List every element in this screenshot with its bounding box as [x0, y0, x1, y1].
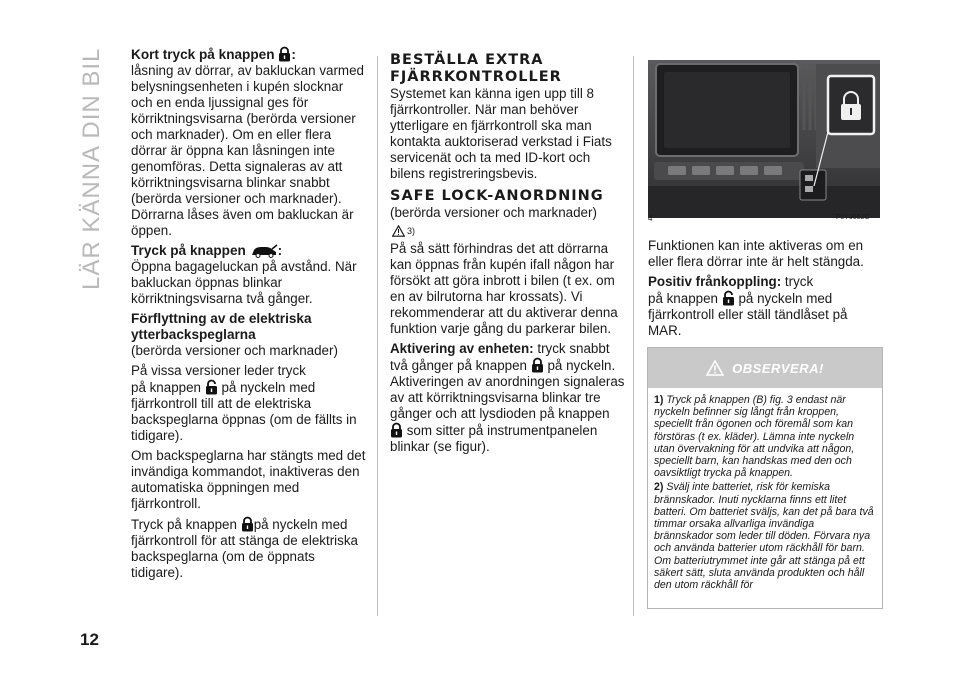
section-heading-extra-remotes: BESTÄLLA EXTRA FJÄRRKONTROLLER [390, 52, 562, 85]
mirror-heading: Förflyttning av de elektriska ytterbackspeglarna [131, 311, 312, 342]
note-header [648, 348, 882, 388]
warning-icon [706, 360, 724, 376]
mirror-text-5: Tryck på knappen på nyckeln med fjärrkontroll för att stänga de elektriska backspeglarna (om de öppnats tidigare). [131, 517, 359, 580]
lock-icon [278, 46, 291, 62]
dashboard-illustration [648, 60, 880, 218]
extra-remotes-text: Systemet kan känna igen upp till 8 fjärrkontroller. När man behöver ytterligare en fjärrkontroll ska man kontakta auktoriserad verkstad i Fiats servicenät och ta med ID-kort och bilens registreringsbevis. [390, 86, 612, 181]
car-trunk-icon [250, 244, 278, 258]
section-heading-safe-lock: SAFE LOCK-ANORDNING [390, 188, 604, 204]
lock-heading: Kort tryck på knappen : [131, 47, 296, 62]
lock-icon [241, 516, 254, 532]
trunk-heading: Tryck på knappen : [131, 243, 283, 258]
activation-text: Aktivering av enheten: tryck snabbt två gånger på knappen på nyckeln. Aktiveringen av anordningen signaleras av att körriktningsvisarna blinkar tre gånger och att lysdioden på knappen som sitter på instrumentpanelen blinkar (se figur). [390, 341, 625, 454]
page-number: 12 [80, 630, 99, 649]
column-divider [633, 56, 634, 616]
column-2 [390, 52, 625, 455]
dashboard-figure [648, 60, 880, 218]
mirror-text-3: på knappen på nyckeln med fjärrkontroll till att de elektriska backspeglarna öppnas (om de fällts in tidigare). [131, 380, 357, 443]
safe-lock-description: På så sätt förhindras det att dörrarna kan öppnas från kupén ifall någon har försökt att göra inbrott i bilen (t ex. om en av bilrutorna har krossats). Vi rekommenderar att du aktiverar denna funktion varje gång du parkerar bilen. [390, 241, 618, 336]
lock-description: låsning av dörrar, av bakluckan varmed belysningsenheten i kupén slocknar och en enda ljussignal ges för körriktningsvisarna (berörda versioner och marknader). Om en eller flera dörrar är öppna kan låsningen inte genomföras. Detta signaleras av att körriktningsvisarna blinkar snabbt (berörda versioner och marknader). Dörrarna låses även om bakluckan är öppen. [131, 63, 364, 238]
disable-text: Positiv frånkoppling: tryck på knappen på nyckeln med fjärrkontroll eller ställ tändlåset på MAR. [648, 274, 848, 338]
section-title: LÄR KÄNNA DIN BIL [78, 47, 105, 290]
note-item: 2) Svälj inte batteriet, risk för kemiska brännskador. Inuti nycklarna finns ett litet batteri. Om batteriet sväljs, kan det på bara två timmar orsaka allvarliga invändiga brännskador som leder till döden. Förvara nya och använda batterier utom räckhåll för barn. Om batteriutrymmet inte går att stänga på ett säkert sätt, sluta använda produkten och håll den utom räckhåll för [654, 481, 874, 592]
safe-lock-scope: (berörda versioner och marknader) [390, 205, 597, 220]
column-divider [377, 56, 378, 616]
warning-icon [392, 225, 405, 237]
unlock-icon [205, 379, 218, 395]
warning-reference: 3) [392, 223, 625, 239]
trunk-description: Öppna bagageluckan på avstånd. När bakluckan öppnas blinkar körriktningsvisarna två gånger. [131, 259, 357, 306]
mirror-text-4: Om backspeglarna har stängts med det invändiga kommandot, inaktiveras den automatiska öppningen med fjärrkontroll. [131, 448, 366, 511]
note-body [648, 388, 882, 591]
mirror-text-2: På vissa versioner leder tryck [131, 363, 306, 378]
mirror-text-1: (berörda versioner och marknader) [131, 343, 338, 358]
lock-icon [390, 422, 403, 438]
disable-condition-text: Funktionen kan inte aktiveras om en eller flera dörrar inte är helt stängda. [648, 238, 864, 269]
column-1 [131, 46, 367, 581]
warning-note-box [647, 347, 883, 609]
column-3 [648, 238, 882, 339]
note-item: 1) Tryck på knappen (B) fig. 3 endast när nyckeln befinner sig långt från kroppen, speciellt från ögonen och föremål som kan förstöras (t ex. kläder). Lämna inte nyckeln utan övervakning för att undvika att någon, speciellt barn, kan handskas med den och oavsiktligt trycka på knappen. [654, 394, 855, 480]
unlock-icon [722, 290, 735, 306]
figure-number: 4 [648, 214, 653, 223]
lock-icon [531, 357, 544, 373]
note-title: OBSERVERA! [732, 360, 824, 376]
figure-code: F0Y0652C [836, 214, 870, 221]
